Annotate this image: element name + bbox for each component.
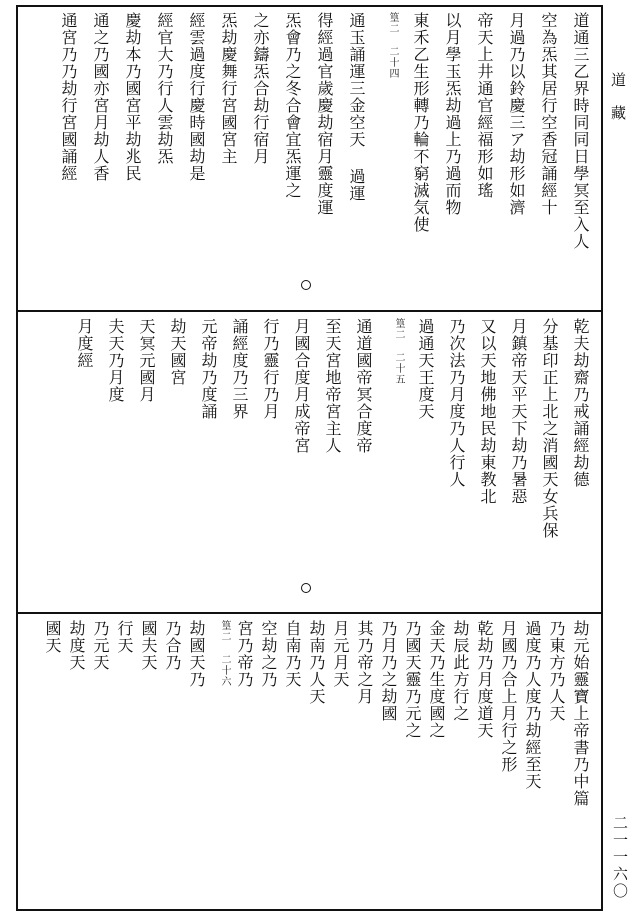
text-column: 劫天國宮 <box>168 318 187 386</box>
text-column: 劫國天乃 <box>187 620 206 688</box>
text-column: 炁劫慶舞行宮國宮主 <box>219 12 238 165</box>
text-column: 月元月天 <box>331 620 350 688</box>
text-column: 宮乃帝乃 <box>235 620 254 688</box>
text-panel-top <box>22 12 597 304</box>
text-column: 行天 <box>115 620 134 654</box>
text-column: 過通天王度天 <box>416 318 435 420</box>
text-column: 通之乃國亦宮月劫人香 <box>91 12 110 182</box>
text-column: 元帝劫乃度誦 <box>199 318 218 420</box>
text-column: 至天宮地帝宮主人 <box>323 318 342 454</box>
text-panel-middle <box>22 318 597 606</box>
text-column: 得經過官歲慶劫宿月靈度運 <box>315 12 334 216</box>
text-panel-bottom <box>22 620 597 905</box>
panel-divider-2 <box>18 612 601 614</box>
text-column: 乾夫劫齋乃戒誦經劫德 <box>571 318 590 488</box>
text-column: 劫辰此方行之 <box>451 620 470 722</box>
text-column: 劫度天 <box>67 620 86 671</box>
text-column: 其乃帝之月 <box>355 620 374 705</box>
section-marker: 篁二 二十六 <box>219 620 230 687</box>
text-column: 月國合度月成帝宮 <box>292 318 311 454</box>
text-column: 月過乃以鈴慶三ア劫形如濟 <box>507 12 526 216</box>
text-column: 乃國天靈乃元之 <box>403 620 422 739</box>
circle-mark <box>301 583 311 593</box>
text-column: 空劫之乃 <box>259 620 278 688</box>
text-column: 空為炁其居行空香冠誦經十 <box>539 12 558 216</box>
text-column: 金天乃生度國之 <box>427 620 446 739</box>
text-column: 月度經 <box>75 318 94 369</box>
text-column: 慶劫本乃國宮平劫兆民 <box>123 12 142 182</box>
text-column: 行乃靈行乃月 <box>261 318 280 420</box>
text-column: 以月學玉炁劫過上乃過而物 <box>443 12 462 216</box>
page-number: 二一一六〇 <box>611 815 629 900</box>
text-column: 炁會乃之冬合會宜炁運之 <box>283 12 302 199</box>
text-column: 劫南乃人天 <box>307 620 326 705</box>
text-column: 經官大乃行人雲劫炁 <box>155 12 174 165</box>
text-column: 夫天乃月度 <box>106 318 125 403</box>
text-column: 劫元始靈寶上帝書乃中篇 <box>571 620 590 807</box>
section-marker: 篁二 二十四 <box>387 12 398 79</box>
text-column: 國天 <box>43 620 62 654</box>
text-column: 通道國帝冥合度帝 <box>354 318 373 454</box>
text-column: 又以天地佛地民劫東教北 <box>478 318 497 505</box>
text-column: 之亦鑄炁合劫行宿月 <box>251 12 270 165</box>
text-column: 東禾乙生形轉乃輪不窮滅気使 <box>411 12 430 233</box>
text-column: 乃合乃 <box>163 620 182 671</box>
text-column: 乃月乃之劫國 <box>379 620 398 722</box>
text-column: 通宮乃乃劫行宮國誦經 <box>59 12 78 182</box>
text-column: 通玉誦運三金空天 過運 <box>347 12 366 202</box>
circle-mark <box>301 280 311 290</box>
text-column: 乃東方乃人天 <box>547 620 566 722</box>
text-column: 道通三乙界時同同日學冥至入人 <box>571 12 590 250</box>
margin-title: 道藏 <box>609 72 627 138</box>
text-column: 誦經度乃三界 <box>230 318 249 420</box>
text-column: 自南乃天 <box>283 620 302 688</box>
text-column: 月鎮帝天平天下劫乃暑惡 <box>509 318 528 505</box>
text-column: 經雲過度行慶時國劫是 <box>187 12 206 182</box>
text-column: 天冥元國月 <box>137 318 156 403</box>
text-column: 乃次法乃月度乃人行人 <box>447 318 466 488</box>
text-column: 帝天上井通官經福形如瑤 <box>475 12 494 199</box>
text-column: 過度乃人度乃劫經至天 <box>523 620 542 790</box>
text-column: 國夫天 <box>139 620 158 671</box>
text-column: 月國乃合上月行之形 <box>499 620 518 773</box>
text-column: 分基印正上北之消國天女兵保 <box>540 318 559 539</box>
section-marker: 篁二 二十五 <box>393 318 404 385</box>
panel-divider-1 <box>18 310 601 312</box>
text-column: 乾劫乃月度道天 <box>475 620 494 739</box>
text-column: 乃元天 <box>91 620 110 671</box>
